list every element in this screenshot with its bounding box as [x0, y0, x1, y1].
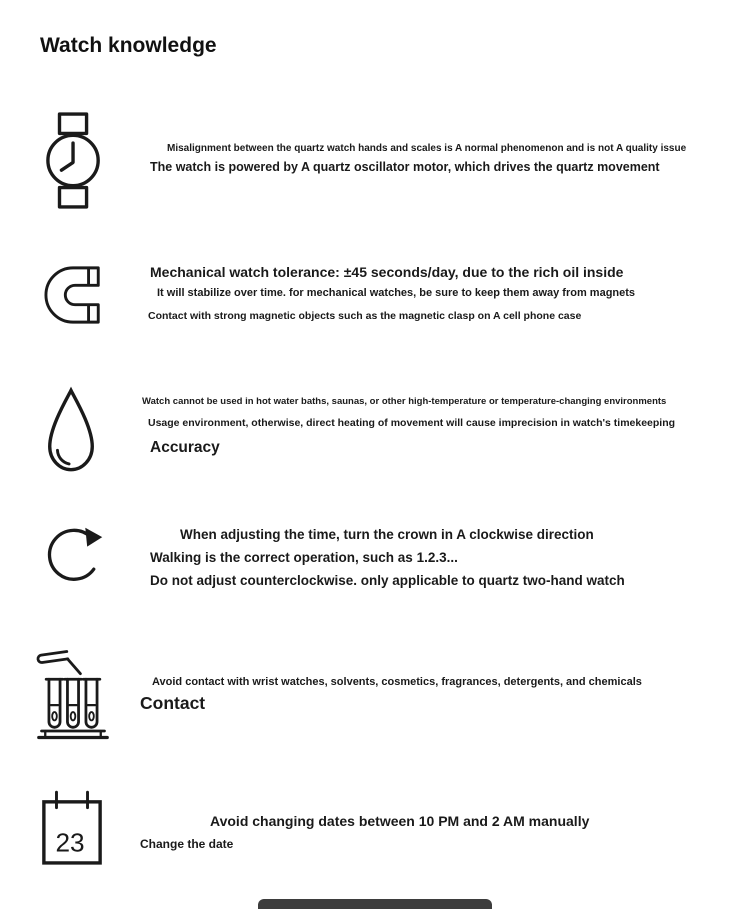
crown-section-line1: When adjusting the time, turn the crown in A clockwise direction — [180, 527, 594, 542]
crown-section-line3: Do not adjust counterclockwise. only applicable to quartz two-hand watch — [150, 573, 625, 588]
date-section-line2: Change the date — [140, 837, 234, 851]
chemicals-section-text: Avoid contact with wrist watches, solvents, cosmetics, fragrances, detergents, and chemicals — [152, 676, 642, 688]
wristwatch-icon — [45, 112, 103, 209]
quartz-section-main-text: The watch is powered by A quartz oscillator motor, which drives the quartz movement — [150, 160, 660, 174]
calendar-day: 23 — [55, 827, 85, 858]
crown-section-line2: Walking is the correct operation, such as 1.2.3... — [150, 550, 458, 565]
page-title: Watch knowledge — [40, 34, 217, 57]
temperature-section-heading: Accuracy — [150, 439, 220, 456]
magnet-section-title: Mechanical watch tolerance: ±45 seconds/day, due to the rich oil inside — [150, 264, 624, 280]
calendar-icon — [40, 789, 104, 869]
magnet-icon — [44, 264, 106, 326]
bottom-bar — [258, 899, 492, 909]
chemicals-section-heading: Contact — [140, 693, 206, 713]
quartz-section-note: Misalignment between the quartz watch hands and scales is A normal phenomenon and is not A quality issue — [167, 143, 687, 154]
test-tubes-icon — [36, 644, 110, 744]
magnet-section-text: It will stabilize over time. for mechanical watches, be sure to keep them away from magnets — [157, 287, 636, 299]
clockwise-arrow-icon — [42, 522, 106, 590]
magnet-section-note: Contact with strong magnetic objects such as the magnetic clasp on A cell phone case — [148, 310, 582, 322]
date-section-line1: Avoid changing dates between 10 PM and 2 AM manually — [210, 813, 590, 829]
water-drop-icon — [42, 386, 100, 478]
temperature-section-text: Usage environment, otherwise, direct heating of movement will cause imprecision in watch's timekeeping — [148, 417, 676, 429]
temperature-section-note: Watch cannot be used in hot water baths, saunas, or other high-temperature or temperature-changing environments — [142, 396, 667, 407]
